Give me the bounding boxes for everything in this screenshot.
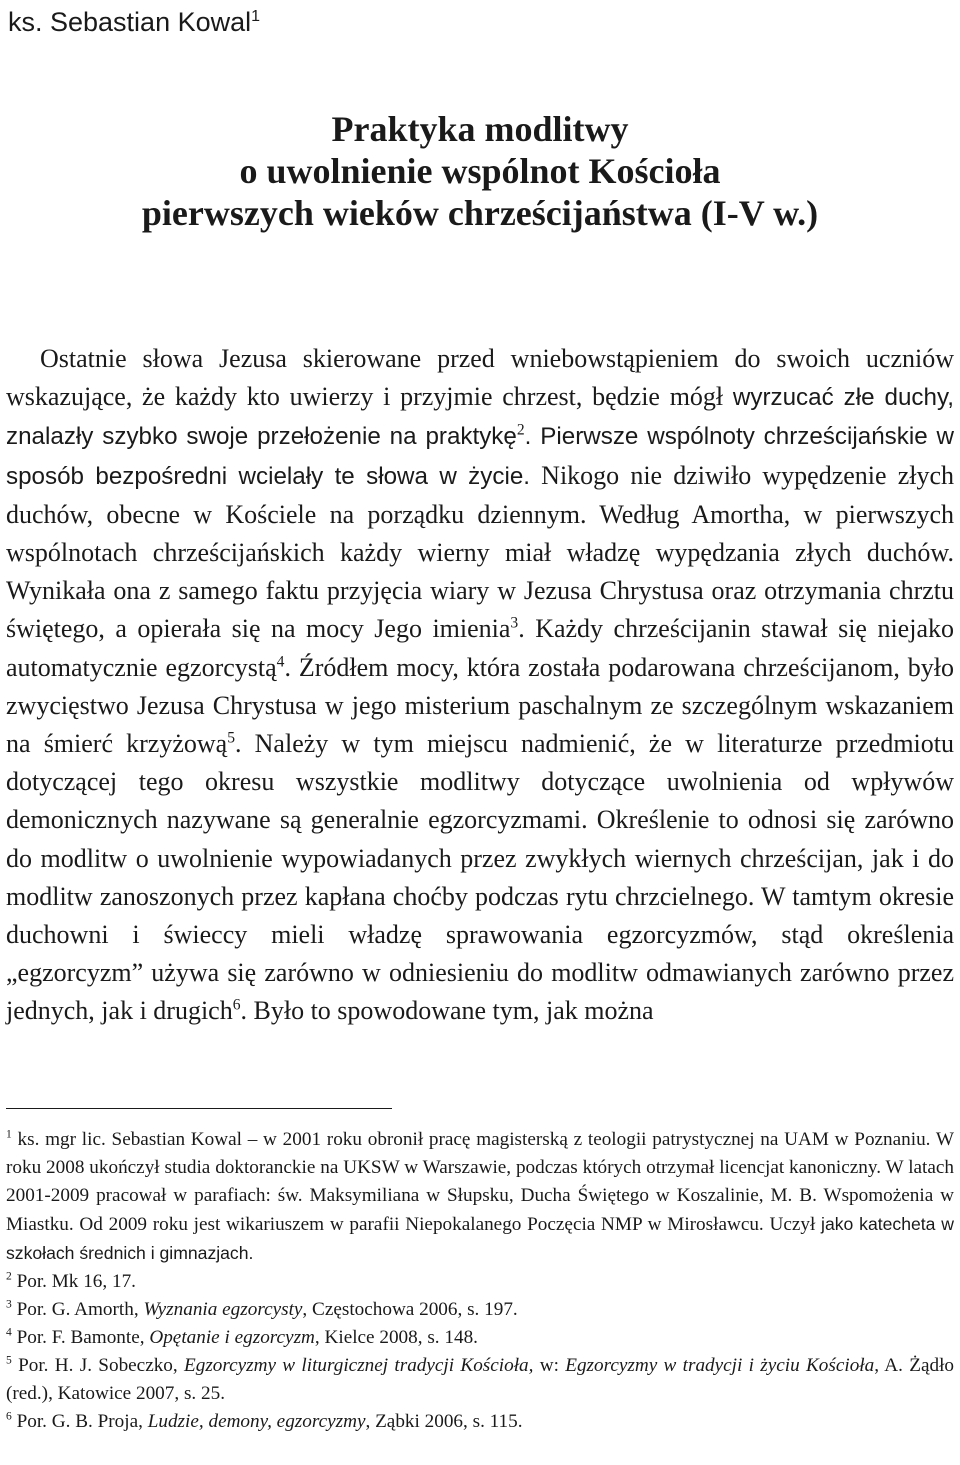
footnote-5-post: , A. Żądło (red.), Katowice 2007, s. 25. — [6, 1355, 954, 1404]
body-segment-4: Nikogo nie dziwiło wypędzenie złych duchów, obecne w Kościele na porządku dziennym. Według Amortha, w pierwszych wspólnotach chrześcijańskich każdy wierny miał władzę wypędzania złych duchów. Wynikała ona z samego faktu przyjęcia wiary w Jezusa Chrystusa oraz otrzymania chrztu świętego, a opierała się na mocy Jego imienia — [6, 460, 954, 644]
footnote-2-text: Por. Mk 16, 17. — [11, 1271, 136, 1292]
footnote-ref-2: 2 — [516, 421, 525, 439]
footnote-6-pre: Por. G. B. Proja, — [11, 1411, 148, 1432]
footnote-5-pre: Por. H. J. Sobeczko, — [11, 1355, 184, 1376]
article-title — [0, 108, 960, 234]
footnote-ref-5: 5 — [227, 729, 235, 747]
footnote-6 — [6, 1408, 954, 1436]
footnote-divider — [6, 1108, 392, 1109]
footnote-1-text: ks. mgr lic. Sebastian Kowal – w 2001 roku obronił pracę magisterską z teologii patrystycznej na UAM w Poznaniu. W roku 2008 ukończył studia doktoranckie na UKSW w Warszawie, podczas których otrzymał licencjat kanoniczny. W latach 2001-2009 pracował w parafiach: św. Maksymiliana w Słupsku, Ducha Świętego w Koszalinie, M. B. Wspomożenia w Miastku. Od 2009 roku jest wikariuszem w parafii Niepokalanego Poczęcia NMP w Mirosławcu. Uczył — [6, 1129, 954, 1235]
footnote-4-pre: Por. F. Bamonte, — [11, 1327, 150, 1348]
body-segment-3: . Pierwsze wspólnoty chrześcijańskie w sposób bezpośredni wcielały te słowa w życie. — [6, 423, 954, 490]
footnote-4-post: , Kielce 2008, s. 148. — [314, 1327, 478, 1348]
footnote-4-book-title: Opętanie i egzorcyzm — [149, 1327, 315, 1348]
body-segment-6: . Źródłem mocy, która została podarowana chrześcijanom, było zwycięstwo Jezusa Chrystusa w jego misterium paschalnym ze szczególnym wskazaniem na śmierć krzyżową — [6, 652, 954, 759]
footnote-ref-6: 6 — [232, 996, 241, 1014]
body-paragraph — [6, 340, 954, 1031]
footnote-ref-4: 4 — [276, 652, 285, 670]
footnote-6-post: , Ząbki 2006, s. 115. — [365, 1411, 523, 1432]
footnote-5-book-title: Egzorcyzmy w tradycji i życiu Kościoła — [565, 1355, 875, 1376]
author-line — [8, 6, 260, 38]
footnote-1-text-end: jako katecheta w szkołach średnich i gimnazjach. — [6, 1214, 954, 1263]
footnote-4 — [6, 1324, 954, 1352]
footnote-3-book-title: Wyznania egzorcysty — [143, 1299, 303, 1320]
body-segment-1: Ostatnie słowa Jezusa skierowane przed wniebowstąpieniem do swoich uczniów wskazujące, że każdy kto uwierzy i przyjmie chrzest, będzie mógł — [6, 344, 954, 412]
footnote-5 — [6, 1352, 954, 1408]
footnote-ref-3: 3 — [510, 614, 519, 632]
footnote-3 — [6, 1296, 954, 1324]
footnote-2 — [6, 1268, 954, 1296]
title-line-2: o uwolnienie wspólnot Kościoła — [239, 151, 721, 191]
footnote-5-chapter-title: Egzorcyzmy w liturgicznej tradycji Kościoła, — [184, 1355, 534, 1376]
footnote-6-book-title: Ludzie, demony, egzorcyzmy — [147, 1411, 366, 1432]
footnote-6-number: 6 — [6, 1410, 12, 1423]
title-line-1: Praktyka modlitwy — [331, 109, 629, 149]
footnote-3-number: 3 — [6, 1298, 12, 1311]
footnote-3-pre: Por. G. Amorth, — [11, 1299, 144, 1320]
footnote-3-post: , Częstochowa 2006, s. 197. — [302, 1299, 518, 1320]
body-segment-2: wyrzucać złe duchy, znalazły szybko swoje przełożenie na praktykę — [6, 384, 954, 451]
author-footnote-ref: 1 — [251, 8, 261, 25]
footnote-2-number: 2 — [6, 1270, 12, 1283]
footnote-1-number: 1 — [6, 1128, 12, 1141]
footnote-5-number: 5 — [6, 1354, 12, 1367]
footnote-5-mid: w: — [533, 1355, 566, 1376]
footnotes — [6, 1126, 954, 1436]
body-segment-8: . Było to spowodowane tym, jak można — [240, 996, 654, 1026]
footnote-4-number: 4 — [6, 1326, 12, 1339]
body-segment-5: . Każdy chrześcijanin stawał się niejako automatycznie egzorcystą — [6, 614, 954, 682]
body-segment-7: . Należy w tym miejscu nadmienić, że w literaturze przedmiotu dotyczącej tego okresu wszystkie modlitwy dotyczące uwolnienia od wpływów demonicznych nazywane są generalnie egzorcyzmami. Określenie to odnosi się zarówno do modlitw o uwolnienie wypowiadanych przez zwykłych wiernych chrześcijan, jak i do modlitw zanoszonych przez kapłana choćby podczas rytu chrzcielnego. W tamtym okresie duchowni i świeccy mieli władzę sprawowania egzorcyzmów, stąd określenia „egzorcyzm” używa się zarówno w odniesieniu do modlitw odmawianych zarówno przez jednych, jak i drugich — [6, 729, 954, 1026]
title-line-3: pierwszych wieków chrześcijaństwa (I-V w.) — [141, 193, 819, 233]
footnote-1 — [6, 1126, 954, 1268]
author-name: ks. Sebastian Kowal — [8, 7, 252, 37]
